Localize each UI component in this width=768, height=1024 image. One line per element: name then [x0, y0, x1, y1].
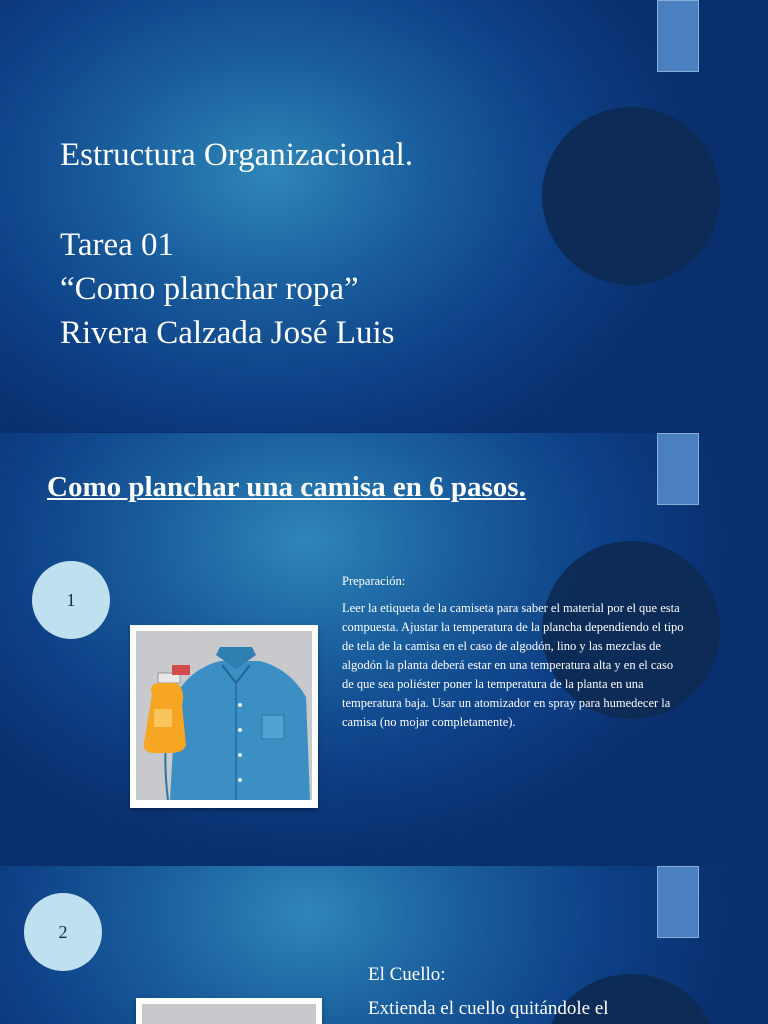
step-2-text [368, 958, 688, 1024]
shirt-icon [130, 625, 318, 808]
slide-step-1 [0, 433, 768, 865]
shirt-spray-illustration [130, 625, 318, 808]
title-block [60, 133, 413, 355]
image-placeholder [142, 1004, 316, 1024]
slide-heading: Como planchar una camisa en 6 pasos. [47, 471, 526, 503]
step-1-text [342, 572, 687, 732]
slide-step-2 [0, 866, 768, 1024]
step-2-illustration [136, 998, 322, 1024]
topic-label: “Como planchar ropa” [60, 271, 359, 307]
step-body: Extienda el cuello quitándole el [368, 998, 609, 1019]
step-title: Preparación: [342, 574, 406, 588]
task-label: Tarea 01 [60, 227, 175, 263]
slide-title [0, 0, 768, 432]
accent-tab [657, 0, 699, 72]
step-title: El Cuello: [368, 964, 446, 985]
presentation-title: Estructura Organizacional. [60, 137, 414, 173]
accent-tab [657, 866, 699, 938]
step-body: Leer la etiqueta de la camiseta para saber el material por el que esta compuesta. Ajustar la temperatura de la plancha dependiendo el tipo de tela de la camisa en el caso de algodón, lino y las mezclas de algodón la planta deberá estar en una temperatura alta y en el caso de que sea poliéster poner la temperatura de la planta en una temperatura baja. Usar un atomizador en spray para humedecer la camisa (no mojar completamente). [342, 601, 684, 729]
decorative-circle [542, 107, 720, 285]
accent-tab [657, 433, 699, 505]
author-name: Rivera Calzada José Luis [60, 315, 395, 351]
step-number-badge: 2 [24, 893, 102, 971]
step-number-badge: 1 [32, 561, 110, 639]
